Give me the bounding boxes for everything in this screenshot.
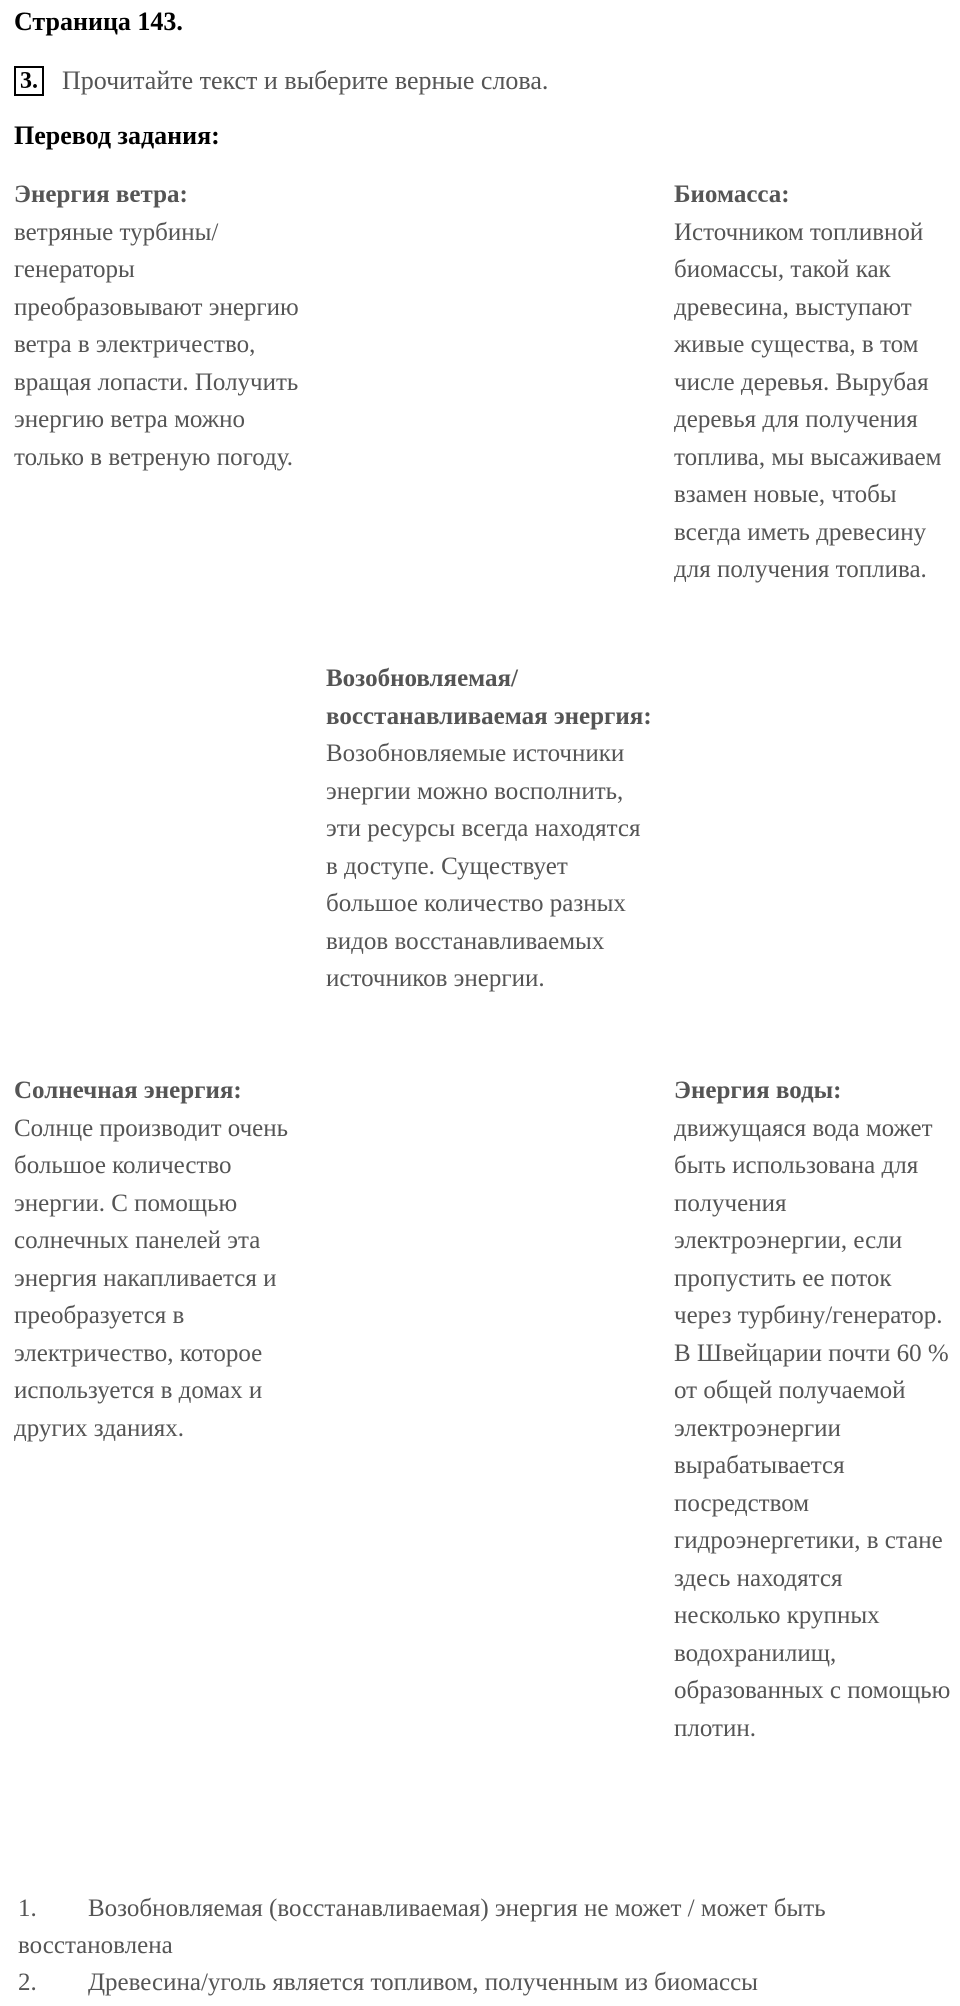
answer-text: Древесина/уголь является топливом, полученным из биомассы [88,1969,758,1996]
block-renewable-energy [326,660,656,998]
block-text: движущаяся вода может быть использована для получения электроэнергии, если пропустить ее поток через турбину/генератор. В Швейцарии почти 60 % от общей получаемой электроэнергии вырабатывается посредством гидроэнергетики, в стане здесь находятся несколько крупных водохранилищ, образованных с помощью плотин. [674,1114,951,1742]
block-text: Возобновляемые источники энергии можно восполнить, эти ресурсы всегда находятся в доступе. Существует большое количество разных видов восстанавливаемых источников энергии. [326,740,641,992]
answer-line: Возобновляемая (восстанавливаемая) энергия не может / может быть [88,1895,826,1922]
answer-item [18,1890,956,1927]
task-number-badge: 3. [14,66,44,96]
answer-text-continuation: восстановлена [18,1932,173,1959]
block-water-energy [674,1072,954,1747]
answer-list [18,1890,956,2001]
block-title: Возобновляемая/восстанавливаемая энергия: [326,665,652,730]
translation-heading: Перевод задания: [14,121,220,150]
block-title: Энергия воды: [674,1077,842,1104]
block-title: Энергия ветра: [14,181,188,208]
block-biomass [674,176,954,589]
block-text: Солнце производит очень большое количество энергии. С помощью солнечных панелей эта энергия накапливается и преобразуется в электричество, которое используется в домах и других зданиях. [14,1114,289,1442]
answer-number: 2. [18,1969,37,1996]
block-title: Биомасса: [674,181,790,208]
answer-text [88,1890,956,1927]
task-row [14,64,548,98]
block-title: Солнечная энергия: [14,1077,242,1104]
block-solar-energy [14,1072,310,1447]
block-text: Источником топливной биомассы, такой как древесина, выступают живые существа, в том числе деревья. Вырубая деревья для получения топлива, мы высаживаем взамен новые, чтобы всегда иметь древесину для получения топлива. [674,218,942,583]
task-instruction: Прочитайте текст и выберите верные слова. [62,66,549,95]
answer-item-continuation [18,1927,956,1964]
block-wind-energy [14,176,306,476]
block-text: ветряные турбины/генераторы преобразовывают энергию ветра в электричество, вращая лопасти. Получить энергию ветра можно только в ветреную погоду. [14,218,299,471]
page-title: Страница 143. [14,7,183,36]
answer-item [18,1964,956,2001]
answer-number: 1. [18,1895,37,1922]
